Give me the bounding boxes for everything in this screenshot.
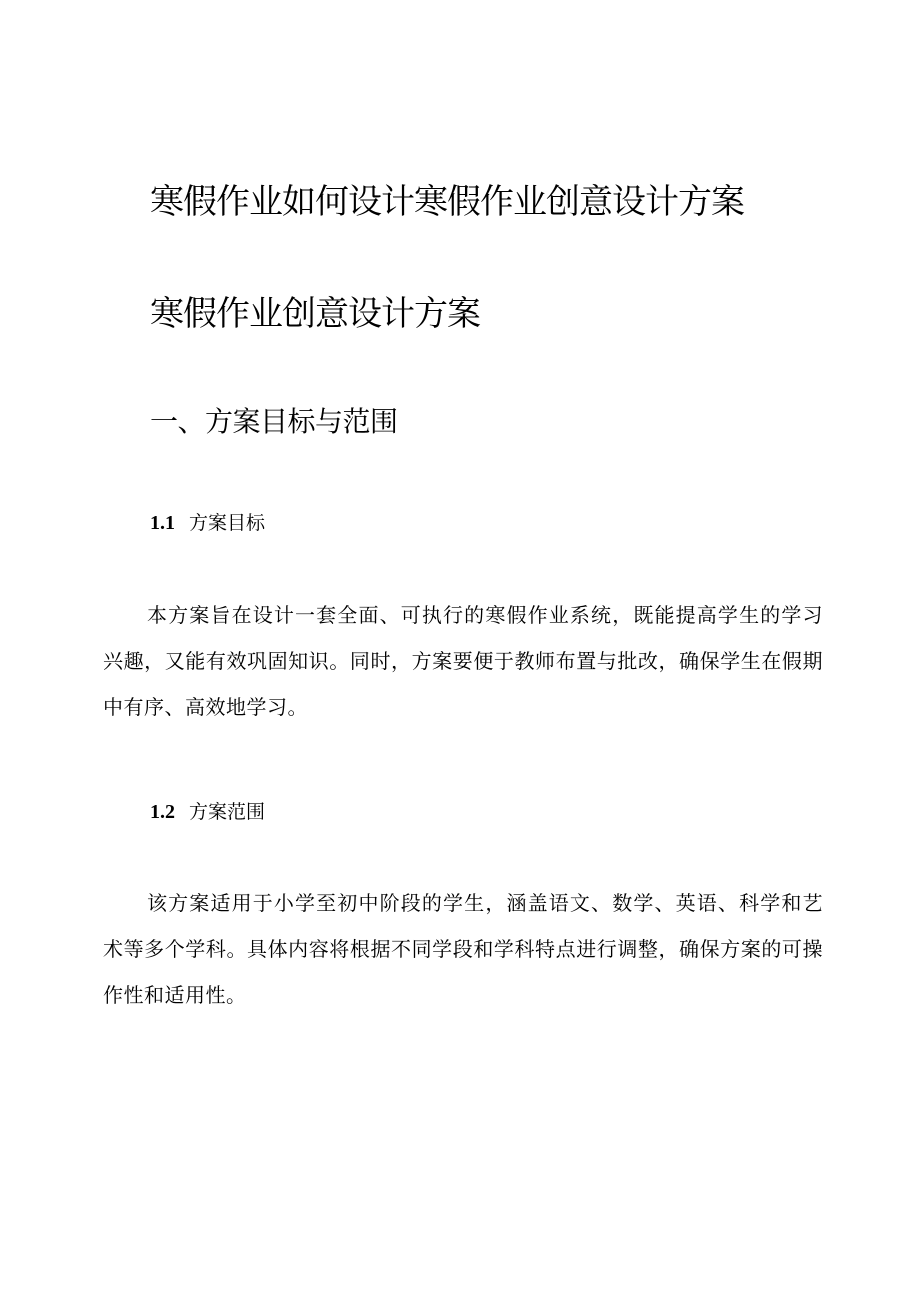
document-subtitle: 寒假作业创意设计方案 [150, 294, 480, 334]
section-heading: 一、方案目标与范围 [150, 405, 398, 438]
subsection-number: 1.1 [150, 512, 175, 534]
subsection-heading-scope [150, 797, 265, 827]
paragraph-scope: 该方案适用于小学至初中阶段的学生，涵盖语文、数学、英语、科学和艺术等多个学科。具体内容将根据不同学段和学科特点进行调整，确保方案的可操作性和适用性。 [103, 891, 823, 1007]
document-title: 寒假作业如何设计寒假作业创意设计方案 [150, 182, 744, 222]
subsection-title: 方案目标 [189, 512, 266, 534]
subsection-heading-goal [150, 508, 265, 538]
subsection-number: 1.2 [150, 801, 175, 823]
subsection-title: 方案范围 [189, 801, 266, 823]
paragraph-goal: 本方案旨在设计一套全面、可执行的寒假作业系统，既能提高学生的学习兴趣，又能有效巩固知识。同时，方案要便于教师布置与批改，确保学生在假期中有序、高效地学习。 [103, 603, 823, 719]
